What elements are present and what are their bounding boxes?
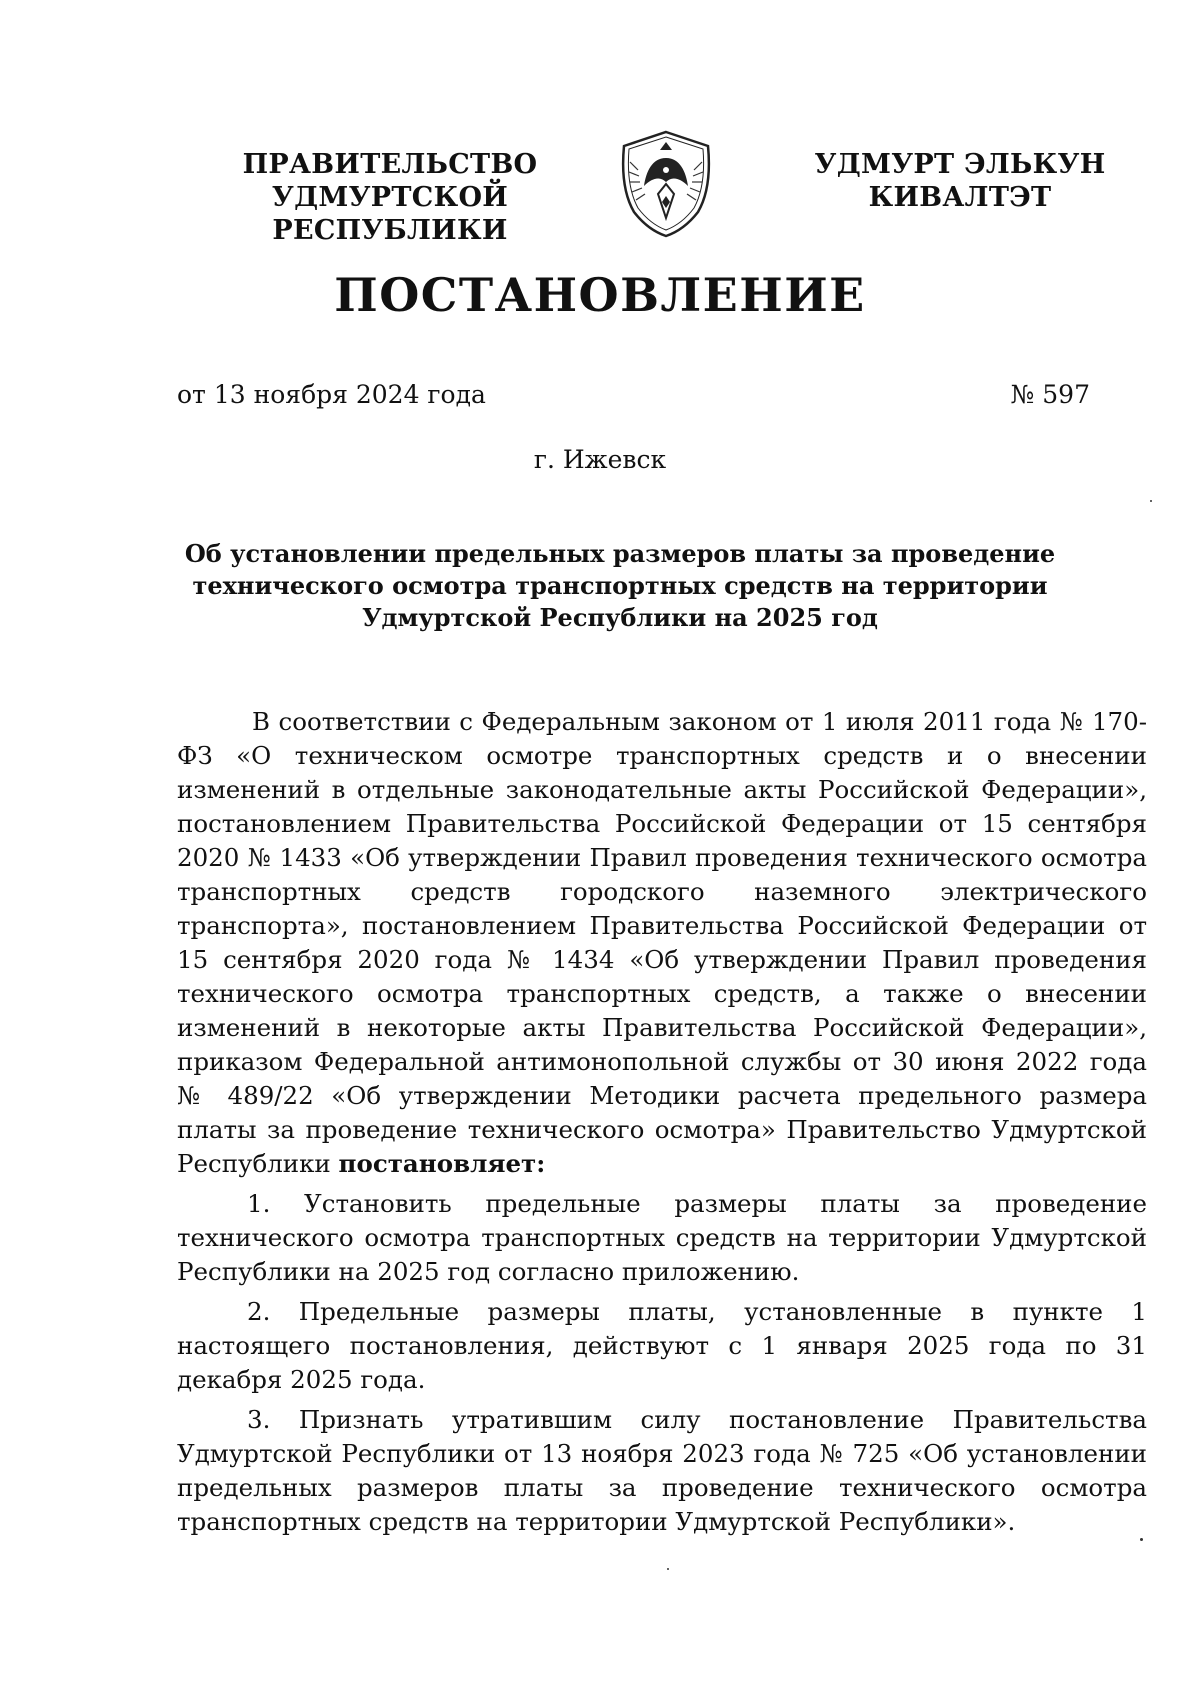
scan-speck	[1150, 500, 1152, 502]
title-line1: Об установлении предельных размеров платы за проведение	[184, 539, 1056, 568]
document-title	[180, 538, 1060, 634]
document-type-heading: ПОСТАНОВЛЕНИЕ	[334, 268, 866, 322]
preamble-paragraph	[177, 705, 1147, 1181]
preamble-text: В соответствии с Федеральным законом от 1 июля 2011 года № 170-ФЗ «О техническом осмотре транспортных средств и о внесении изменений в отдельные законодательные акты Российской Федерации», постановлением Правительства Российской Федерации от 15 сентября 2020 № 1433 «Об утверждении Правил проведения технического осмотра транспортных средств городского наземного электрического транспорта», постановлением Правительства Российской Федерации от 15 сентября 2020 года № 1434 «Об утверждении Правил проведения технического осмотра транспортных средств, а также о внесении изменений в некоторые акты Правительства Российской Федерации», приказом Федеральной антимонопольной службы от 30 июня 2022 года № 489/22 «Об утверждении Методики расчета предельного размера платы за проведение технического осмотра» Правительство Удмуртской Республики	[177, 707, 1147, 1178]
org-name-russian-line2: УДМУРТСКОЙ РЕСПУБЛИКИ	[271, 182, 509, 246]
org-name-udmurt-line2: КИВАЛТЭТ	[868, 182, 1052, 213]
coat-of-arms-udmurtia-icon	[612, 128, 720, 240]
document-city: г. Ижевск	[533, 445, 667, 474]
document-body	[177, 705, 1147, 1545]
letterhead	[0, 128, 1200, 246]
decree-word: постановляет:	[338, 1149, 546, 1178]
item-1-paragraph: 1. Установить предельные размеры платы за проведение технического осмотра транспортных средств на территории Удмуртской Республики на 2025 год согласно приложению.	[177, 1189, 1147, 1286]
org-name-udmurt-line1: УДМУРТ ЭЛЬКУН	[814, 149, 1106, 180]
item-2-paragraph: 2. Предельные размеры платы, установленные в пункте 1 настоящего постановления, действуют с 1 января 2025 года по 31 декабря 2025 года.	[177, 1297, 1147, 1394]
title-line3: Удмуртской Республики на 2025 год	[362, 603, 878, 632]
org-name-russian-line1: ПРАВИТЕЛЬСТВО	[242, 149, 538, 180]
scan-speck	[1140, 1538, 1143, 1541]
document-number: № 597	[1010, 380, 1090, 409]
title-line2: технического осмотра транспортных средств на территории	[192, 571, 1048, 600]
org-name-russian	[170, 148, 610, 247]
item-3-paragraph: 3. Признать утратившим силу постановление Правительства Удмуртской Республики от 13 ноября 2023 года № 725 «Об установлении предельных размеров платы за проведение технического осмотра транспортных средств на территории Удмуртской Республики».	[177, 1405, 1147, 1536]
scan-speck	[667, 1568, 669, 1570]
org-name-udmurt	[800, 148, 1120, 214]
document-date: от 13 ноября 2024 года	[177, 380, 486, 409]
